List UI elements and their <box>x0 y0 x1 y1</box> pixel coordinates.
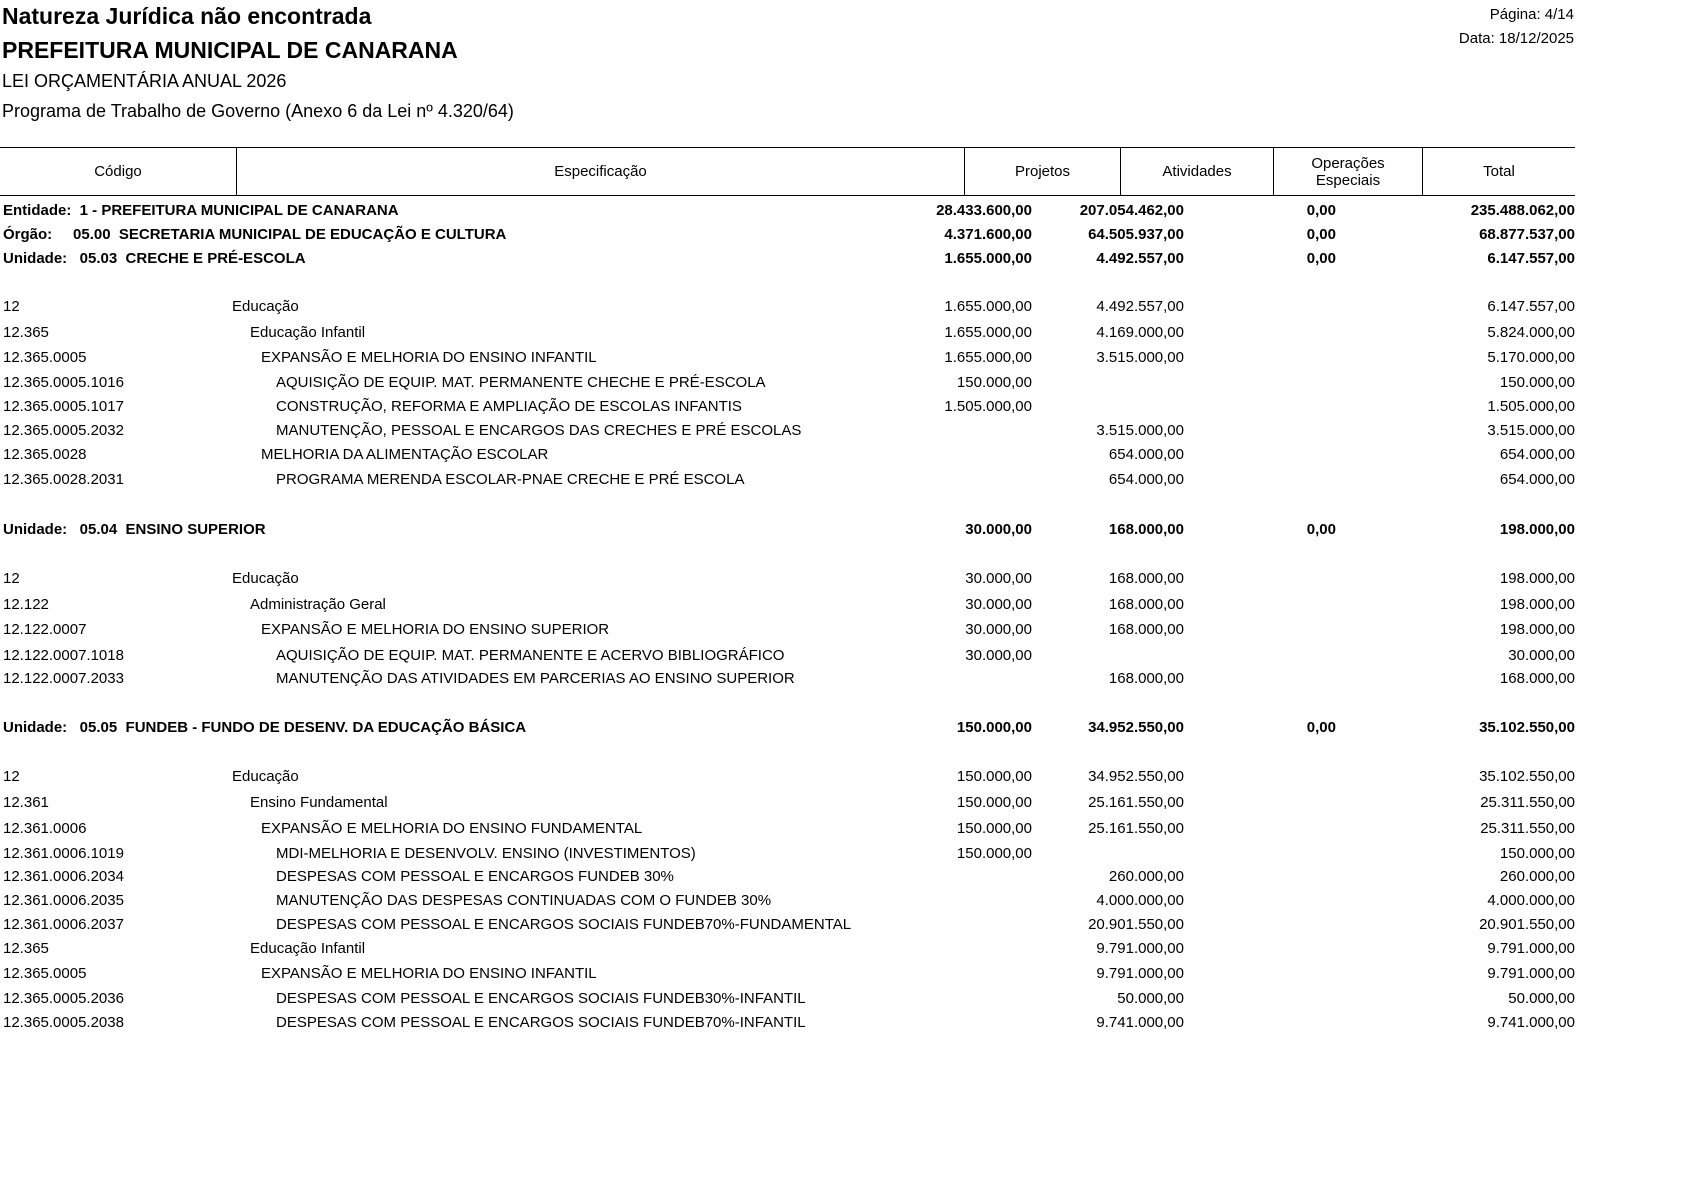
row-total: 168.000,00 <box>1499 670 1575 687</box>
row-projetos: 30.000,00 <box>965 570 1032 587</box>
row-total: 3.515.000,00 <box>1487 422 1575 439</box>
row-atividades: 207.054.462,00 <box>1079 202 1184 219</box>
table-row <box>0 645 1575 667</box>
row-projetos: 150.000,00 <box>956 794 1032 811</box>
row-specification: Administração Geral <box>250 596 386 613</box>
row-code: 12.361.0006.2034 <box>3 868 124 885</box>
table-row <box>0 938 1575 960</box>
table-row <box>0 843 1575 865</box>
row-code: 12.365.0005 <box>3 349 87 366</box>
row-total: 30.000,00 <box>1508 647 1575 664</box>
summary-row <box>0 224 1575 246</box>
table-row <box>0 668 1575 690</box>
row-projetos: 150.000,00 <box>956 374 1032 391</box>
table-row <box>0 890 1575 912</box>
row-code: 12.365.0005.2038 <box>3 1014 124 1031</box>
column-header-atividades: Atividades <box>1121 148 1274 195</box>
row-projetos: 1.655.000,00 <box>944 298 1032 315</box>
row-specification: MANUTENÇÃO DAS DESPESAS CONTINUADAS COM O FUNDEB 30% <box>276 892 772 909</box>
row-projetos: 1.505.000,00 <box>944 398 1032 415</box>
row-atividades: 654.000,00 <box>1108 471 1184 488</box>
row-code: 12.365.0005.2032 <box>3 422 124 439</box>
row-total: 4.000.000,00 <box>1487 892 1575 909</box>
row-atividades: 168.000,00 <box>1108 621 1184 638</box>
row-specification: DESPESAS COM PESSOAL E ENCARGOS SOCIAIS FUNDEB70%-FUNDAMENTAL <box>276 916 852 933</box>
column-header-operacoes-line1: Operações <box>1311 154 1385 172</box>
row-operacoes-especiais: 0,00 <box>1306 202 1336 219</box>
column-header-projetos: Projetos <box>965 148 1121 195</box>
row-atividades: 4.169.000,00 <box>1096 324 1184 341</box>
law-title: LEI ORÇAMENTÁRIA ANUAL 2026 <box>2 71 287 91</box>
row-total: 260.000,00 <box>1499 868 1575 885</box>
row-specification: Educação Infantil <box>250 940 366 957</box>
row-total: 35.102.550,00 <box>1479 719 1575 736</box>
row-specification: AQUISIÇÃO DE EQUIP. MAT. PERMANENTE CHECHE E PRÉ-ESCOLA <box>276 374 766 391</box>
row-code: Unidade: 05.03 CRECHE E PRÉ-ESCOLA <box>3 250 306 267</box>
table-row <box>0 963 1575 985</box>
row-specification: PROGRAMA MERENDA ESCOLAR-PNAE CRECHE E PRÉ ESCOLA <box>276 471 745 488</box>
row-code: 12.365.0005.2036 <box>3 990 124 1007</box>
row-atividades: 260.000,00 <box>1108 868 1184 885</box>
row-atividades: 3.515.000,00 <box>1096 349 1184 366</box>
row-code: 12.122 <box>3 596 49 613</box>
table-row <box>0 619 1575 641</box>
row-code: Órgão: 05.00 SECRETARIA MUNICIPAL DE EDUCAÇÃO E CULTURA <box>3 226 507 243</box>
row-code: 12.365.0005 <box>3 965 87 982</box>
table-row <box>0 818 1575 840</box>
row-total: 235.488.062,00 <box>1470 202 1575 219</box>
row-total: 654.000,00 <box>1499 471 1575 488</box>
row-total: 198.000,00 <box>1499 570 1575 587</box>
row-specification: DESPESAS COM PESSOAL E ENCARGOS SOCIAIS FUNDEB70%-INFANTIL <box>276 1014 806 1031</box>
row-projetos: 30.000,00 <box>965 621 1032 638</box>
row-specification: DESPESAS COM PESSOAL E ENCARGOS FUNDEB 30% <box>276 868 674 885</box>
row-total: 1.505.000,00 <box>1487 398 1575 415</box>
row-atividades: 20.901.550,00 <box>1088 916 1184 933</box>
row-code: 12.122.0007 <box>3 621 87 638</box>
row-specification: EXPANSÃO E MELHORIA DO ENSINO SUPERIOR <box>261 621 610 638</box>
row-code: 12.361.0006 <box>3 820 87 837</box>
row-specification: AQUISIÇÃO DE EQUIP. MAT. PERMANENTE E ACERVO BIBLIOGRÁFICO <box>276 647 785 664</box>
row-specification: EXPANSÃO E MELHORIA DO ENSINO INFANTIL <box>261 349 597 366</box>
column-header-especificacao: Especificação <box>237 148 965 195</box>
row-atividades: 168.000,00 <box>1108 521 1184 538</box>
table-row <box>0 1012 1575 1034</box>
table-row <box>0 766 1575 788</box>
table-row <box>0 347 1575 369</box>
row-code: 12.365.0028.2031 <box>3 471 124 488</box>
row-projetos: 1.655.000,00 <box>944 250 1032 267</box>
row-specification: MELHORIA DA ALIMENTAÇÃO ESCOLAR <box>261 446 549 463</box>
row-total: 6.147.557,00 <box>1487 298 1575 315</box>
row-code: 12.361.0006.1019 <box>3 845 124 862</box>
row-atividades: 168.000,00 <box>1108 596 1184 613</box>
column-header-operacoes-especiais <box>1274 148 1423 195</box>
row-code: 12.365 <box>3 940 49 957</box>
row-total: 25.311.550,00 <box>1480 820 1575 837</box>
summary-row <box>0 248 1575 270</box>
row-specification: CONSTRUÇÃO, REFORMA E AMPLIAÇÃO DE ESCOLAS INFANTIS <box>276 398 742 415</box>
row-specification: MANUTENÇÃO, PESSOAL E ENCARGOS DAS CRECHES E PRÉ ESCOLAS <box>276 422 802 439</box>
row-projetos: 150.000,00 <box>956 820 1032 837</box>
row-total: 150.000,00 <box>1499 374 1575 391</box>
row-specification: MANUTENÇÃO DAS ATIVIDADES EM PARCERIAS AO ENSINO SUPERIOR <box>276 670 795 687</box>
summary-row <box>0 717 1575 739</box>
row-specification: EXPANSÃO E MELHORIA DO ENSINO INFANTIL <box>261 965 597 982</box>
table-row <box>0 372 1575 394</box>
row-total: 9.791.000,00 <box>1487 965 1575 982</box>
row-operacoes-especiais: 0,00 <box>1306 521 1336 538</box>
row-total: 5.170.000,00 <box>1487 349 1575 366</box>
row-specification: Educação <box>232 298 299 315</box>
row-total: 6.147.557,00 <box>1487 250 1575 267</box>
row-specification: Educação <box>232 768 299 785</box>
row-atividades: 34.952.550,00 <box>1088 768 1184 785</box>
municipality-name: PREFEITURA MUNICIPAL DE CANARANA <box>2 37 458 63</box>
row-specification: Ensino Fundamental <box>250 794 388 811</box>
row-code: Entidade: 1 - PREFEITURA MUNICIPAL DE CANARANA <box>3 202 399 219</box>
row-projetos: 1.655.000,00 <box>944 349 1032 366</box>
row-code: 12.365.0005.1017 <box>3 398 124 415</box>
row-code: 12 <box>3 570 20 587</box>
table-header <box>0 147 1575 196</box>
row-total: 35.102.550,00 <box>1479 768 1575 785</box>
row-projetos: 30.000,00 <box>965 596 1032 613</box>
document-title: Natureza Jurídica não encontrada <box>2 3 372 29</box>
row-atividades: 654.000,00 <box>1108 446 1184 463</box>
row-code: 12.365 <box>3 324 49 341</box>
row-atividades: 168.000,00 <box>1108 670 1184 687</box>
row-code: 12.122.0007.1018 <box>3 647 124 664</box>
table-row <box>0 444 1575 466</box>
row-atividades: 64.505.937,00 <box>1088 226 1184 243</box>
page-number: Página: 4/14 <box>1489 6 1574 23</box>
row-code: 12.361.0006.2035 <box>3 892 124 909</box>
table-row <box>0 296 1575 318</box>
table-row <box>0 469 1575 491</box>
row-code: Unidade: 05.05 FUNDEB - FUNDO DE DESENV. DA EDUCAÇÃO BÁSICA <box>3 719 527 736</box>
row-code: 12.365.0005.1016 <box>3 374 124 391</box>
row-projetos: 4.371.600,00 <box>944 226 1032 243</box>
row-projetos: 30.000,00 <box>965 521 1032 538</box>
row-total: 5.824.000,00 <box>1487 324 1575 341</box>
row-total: 25.311.550,00 <box>1480 794 1575 811</box>
row-projetos: 150.000,00 <box>956 845 1032 862</box>
row-operacoes-especiais: 0,00 <box>1306 226 1336 243</box>
report-date: Data: 18/12/2025 <box>1458 30 1574 47</box>
row-specification: Educação <box>232 570 299 587</box>
row-projetos: 28.433.600,00 <box>936 202 1032 219</box>
row-atividades: 25.161.550,00 <box>1088 820 1184 837</box>
row-code: 12.122.0007.2033 <box>3 670 124 687</box>
row-code: 12.361 <box>3 794 49 811</box>
row-code: 12 <box>3 768 20 785</box>
row-operacoes-especiais: 0,00 <box>1306 250 1336 267</box>
table-row <box>0 322 1575 344</box>
report-subtitle: Programa de Trabalho de Governo (Anexo 6 da Lei nº 4.320/64) <box>2 101 514 121</box>
row-specification: MDI-MELHORIA E DESENVOLV. ENSINO (INVESTIMENTOS) <box>276 845 696 862</box>
row-code: 12 <box>3 298 20 315</box>
row-atividades: 9.791.000,00 <box>1096 965 1184 982</box>
row-total: 9.741.000,00 <box>1487 1014 1575 1031</box>
row-projetos: 150.000,00 <box>956 768 1032 785</box>
row-atividades: 25.161.550,00 <box>1088 794 1184 811</box>
table-row <box>0 866 1575 888</box>
row-specification: DESPESAS COM PESSOAL E ENCARGOS SOCIAIS FUNDEB30%-INFANTIL <box>276 990 806 1007</box>
row-total: 198.000,00 <box>1499 621 1575 638</box>
row-atividades: 9.741.000,00 <box>1096 1014 1184 1031</box>
table-row <box>0 396 1575 418</box>
row-total: 9.791.000,00 <box>1487 940 1575 957</box>
row-atividades: 4.492.557,00 <box>1096 298 1184 315</box>
row-atividades: 3.515.000,00 <box>1096 422 1184 439</box>
row-specification: Educação Infantil <box>250 324 366 341</box>
row-projetos: 30.000,00 <box>965 647 1032 664</box>
row-code: 12.361.0006.2037 <box>3 916 124 933</box>
row-projetos: 150.000,00 <box>956 719 1032 736</box>
table-row <box>0 914 1575 936</box>
row-atividades: 50.000,00 <box>1117 990 1184 1007</box>
row-total: 20.901.550,00 <box>1479 916 1575 933</box>
row-atividades: 9.791.000,00 <box>1096 940 1184 957</box>
table-row <box>0 420 1575 442</box>
row-atividades: 168.000,00 <box>1108 570 1184 587</box>
column-header-codigo: Código <box>0 148 237 195</box>
table-row <box>0 792 1575 814</box>
summary-row <box>0 519 1575 541</box>
column-header-operacoes-line2: Especiais <box>1315 171 1381 189</box>
row-operacoes-especiais: 0,00 <box>1306 719 1336 736</box>
row-total: 150.000,00 <box>1499 845 1575 862</box>
table-row <box>0 594 1575 616</box>
row-atividades: 4.000.000,00 <box>1096 892 1184 909</box>
summary-row <box>0 200 1575 222</box>
row-atividades: 4.492.557,00 <box>1096 250 1184 267</box>
table-row <box>0 988 1575 1010</box>
row-total: 50.000,00 <box>1508 990 1575 1007</box>
row-total: 68.877.537,00 <box>1479 226 1575 243</box>
row-code: Unidade: 05.04 ENSINO SUPERIOR <box>3 521 266 538</box>
row-total: 198.000,00 <box>1499 596 1575 613</box>
row-specification: EXPANSÃO E MELHORIA DO ENSINO FUNDAMENTAL <box>261 820 643 837</box>
table-row <box>0 568 1575 590</box>
row-code: 12.365.0028 <box>3 446 87 463</box>
row-total: 654.000,00 <box>1499 446 1575 463</box>
row-total: 198.000,00 <box>1499 521 1575 538</box>
row-projetos: 1.655.000,00 <box>944 324 1032 341</box>
column-header-total: Total <box>1483 163 1515 180</box>
row-atividades: 34.952.550,00 <box>1088 719 1184 736</box>
